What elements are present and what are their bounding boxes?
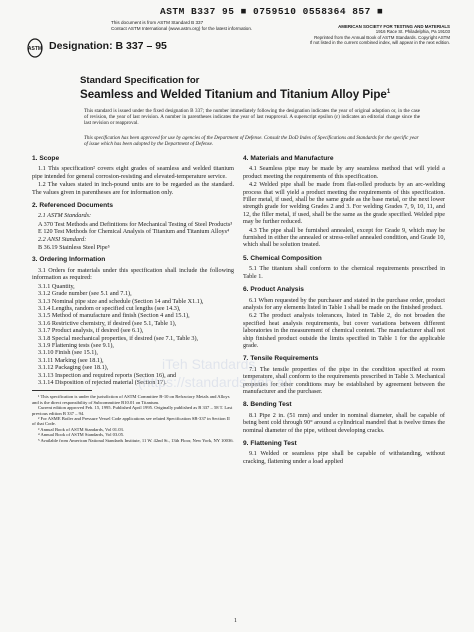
refs-e120: E 120 Test Methods for Chemical Analysis of Titanium and Titanium Alloys⁴ <box>38 228 230 236</box>
refs-2-1: 2.1 ASTM Standards: <box>38 212 92 220</box>
section-product-analysis-heading: 6. Product Analysis <box>243 286 304 294</box>
prod-6-1: 6.1 When requested by the purchaser and stated in the purchase order, product analysis for any elements listed in Table 1 shall be made on the finished product. <box>243 296 445 311</box>
list-item: 3.1.9 Flattening tests (see 9.1), <box>38 341 114 349</box>
reprint-note-line-2: Contact ASTM International (www.astm.org) for the latest information. <box>111 25 253 31</box>
mfg-4-1: 4.1 Seamless pipe may be made by any seamless method that will yield a product meeting the requirements of this specification. <box>243 165 445 180</box>
right-column <box>243 155 445 466</box>
footnote: ³ Annual Book of ASTM Standards, Vol 01.03. <box>38 426 124 432</box>
scope-1-2: 1.2 The values stated in inch-pound units are to be regarded as the standard. The values given in parentheses are for information only. <box>32 181 234 196</box>
watermark-line-1: iTeh Standards <box>162 356 256 372</box>
section-chemical-heading: 5. Chemical Composition <box>243 254 322 262</box>
refs-b36: B 36.19 Stainless Steel Pipe⁵ <box>38 244 110 252</box>
refs-a370: A 370 Test Methods and Definitions for Mechanical Testing of Steel Products³ <box>38 220 233 228</box>
left-column <box>32 155 234 443</box>
chem-5-1: 5.1 The titanium shall conform to the chemical requirements prescribed in Table 1. <box>243 265 445 280</box>
list-item: 3.1.1 Quantity, <box>38 282 75 290</box>
section-bending-heading: 8. Bending Test <box>243 401 292 409</box>
footnote-divider <box>32 390 92 391</box>
list-item: 3.1.7 Product analysis, if desired (see 6.1), <box>38 327 144 335</box>
astm-logo-icon <box>27 38 43 58</box>
astm-address: 1916 Race St. Philadelphia, Pa 19103 <box>375 29 450 35</box>
title-text: Seamless and Welded Titanium and Titanium Alloy Pipe <box>80 88 387 101</box>
footnote: ⁵ Available from American National Standards Institute, 11 W. 42nd St., 13th Floor, New York, NY 10036. <box>38 437 234 443</box>
list-item: 3.1.10 Finish (see 15.1), <box>38 349 98 357</box>
footnote: ¹ This specification is under the jurisdiction of ASTM Committee B-10 on Refractory Metals and Alloys and is the direct responsibility of Subcommittee B10.01 on Titanium. <box>32 394 230 405</box>
reprint-note <box>111 20 252 31</box>
page-number: 1 <box>234 618 237 624</box>
title-footnote-mark: 1 <box>386 89 391 96</box>
list-item: 3.1.4 Lengths, random or specified cut lengths (see 14.3), <box>38 304 181 312</box>
section-scope-heading: 1. Scope <box>32 155 60 162</box>
list-item: 3.1.8 Special mechanical properties, if desired (see 7.1, Table 3), <box>38 334 199 342</box>
preamble: This standard is issued under the fixed designation B 337; the number immediately following the designation indicates the year of original adoption or, in the case of revision, the year of last revision. A number in parentheses indicates the year of last reapproval. A superscript epsilon (ε) indicates an editorial change since the last revision or reapproval. <box>84 108 420 127</box>
flat-9-1: 9.1 Welded or seamless pipe shall be capable of withstanding, without cracking, flattening under a load applied <box>243 450 445 465</box>
footnotes <box>32 394 234 443</box>
order-3-1: 3.1 Orders for materials under this specification shall include the following information as required: <box>32 266 234 282</box>
astm-notice: If not listed in the current combined index, will appear in the next edition. <box>309 39 450 45</box>
mfg-4-3: 4.3 The pipe shall be furnished annealed, except for Grade 9, which may be furnished in either the annealed or stress-relief annealed condition, and Grade 10, which shall be solution treated. <box>243 226 445 249</box>
svg-text:ASTM: ASTM <box>27 46 43 52</box>
astm-publisher-note <box>300 24 450 45</box>
section-ordering-heading: 3. Ordering Information <box>32 256 106 264</box>
list-item: 3.1.3 Nominal pipe size and schedule (Section 14 and Table X1.1), <box>38 297 204 305</box>
footnote: ⁴ Annual Book of ASTM Standards, Vol 03.05. <box>38 432 125 438</box>
prod-6-2: 6.2 The product analysis tolerances, listed in Table 2, do not broaden the specified heat analysis requirements, but cover variations between different laboratories in the measurement of chemical content. The manufacturer shall not ship finished product outside the limits specified in Table 1 for the applicable grade. <box>243 312 445 349</box>
list-item: 3.1.12 Packaging (see 18.1), <box>38 364 109 372</box>
list-item: 3.1.14 Disposition of rejected material (Section 17). <box>38 378 167 386</box>
tensile-7-1: 7.1 The tensile properties of the pipe in the condition specified at room temperature, shall conform to the requirements prescribed in Table 3. Mechanical properties for other conditions may be established by agreement between the manufacturer and the purchaser. <box>243 365 445 395</box>
astm-org-name: AMERICAN SOCIETY FOR TESTING AND MATERIALS <box>338 24 450 29</box>
bend-8-1: 8.1 Pipe 2 in. (51 mm) and under in nominal diameter, shall be capable of being bent cold through 90° around a cylindrical mandrel that is twelve times the nominal diameter of the pipe, without developing cracks. <box>243 411 445 434</box>
watermark-line-2: (https://standards.iteh.ai) <box>138 374 293 390</box>
refs-2-2: 2.2 ANSI Standard: <box>38 235 87 243</box>
list-item: 3.1.6 Restrictive chemistry, if desired (see 5.1, Table 1), <box>38 319 177 327</box>
designation: Designation: B 337 – 95 <box>49 40 167 52</box>
title-line-1: Standard Specification for <box>80 75 200 86</box>
reprint-note-line-1: This document is from ASTM Standard B 337 <box>111 20 204 25</box>
mfg-4-2: 4.2 Welded pipe shall be made from flat-rolled products by an arc-welding process that will yield a product meeting the requirements of this specification. Filler metal, if used, shall be the same grade as the base metal, or the next lower strength grade for welding Grades 2 and 3. For welding Grades 7, 9, 10, 11, and 12, the filler metal, if used, shall be the same as the grade specified. Welded pipe may be further reduced. <box>243 181 445 226</box>
list-item: 3.1.2 Grade number (see 5.1 and 7.1), <box>38 290 132 298</box>
list-item: 3.1.11 Marking (see 18.1), <box>38 356 104 364</box>
footnote: ² For ASME Boiler and Pressure Vessel Code applications see related Specification SB-337 in Section II of that Code. <box>32 416 230 427</box>
list-item: 3.1.13 Inspection and required reports (Section 16), and <box>38 371 177 379</box>
footnote: Current edition approved Feb. 15, 1995. Published April 1995. Originally published as B 337 – 58 T. Last previous edition B 337 – 94. <box>32 405 233 416</box>
barcode-header: ASTM B337 95 ■ 0759510 0558364 857 ■ <box>160 6 384 17</box>
section-refs-heading: 2. Referenced Documents <box>32 202 113 210</box>
section-flattening-heading: 9. Flattening Test <box>243 440 297 447</box>
scope-1-1: 1.1 This specification² covers eight grades of seamless and welded titanium pipe intended for general corrosion-resisting and elevated-temperature service. <box>32 165 234 180</box>
list-item: 3.1.5 Method of manufacture and finish (Section 4 and 15.1), <box>38 312 190 320</box>
astm-reprint: Reprinted from the Annual Book of ASTM Standards. Copyright ASTM <box>314 34 450 40</box>
section-materials-heading: 4. Materials and Manufacture <box>243 155 334 162</box>
dod-note: This specification has been approved for use by agencies of the Department of Defense. Consult the DoD Index of Specifications and Standards for the specific year of issue which has been adopted by the Department of Defense. <box>84 135 419 148</box>
title-line-2 <box>80 88 390 101</box>
section-tensile-heading: 7. Tensile Requirements <box>243 355 319 363</box>
